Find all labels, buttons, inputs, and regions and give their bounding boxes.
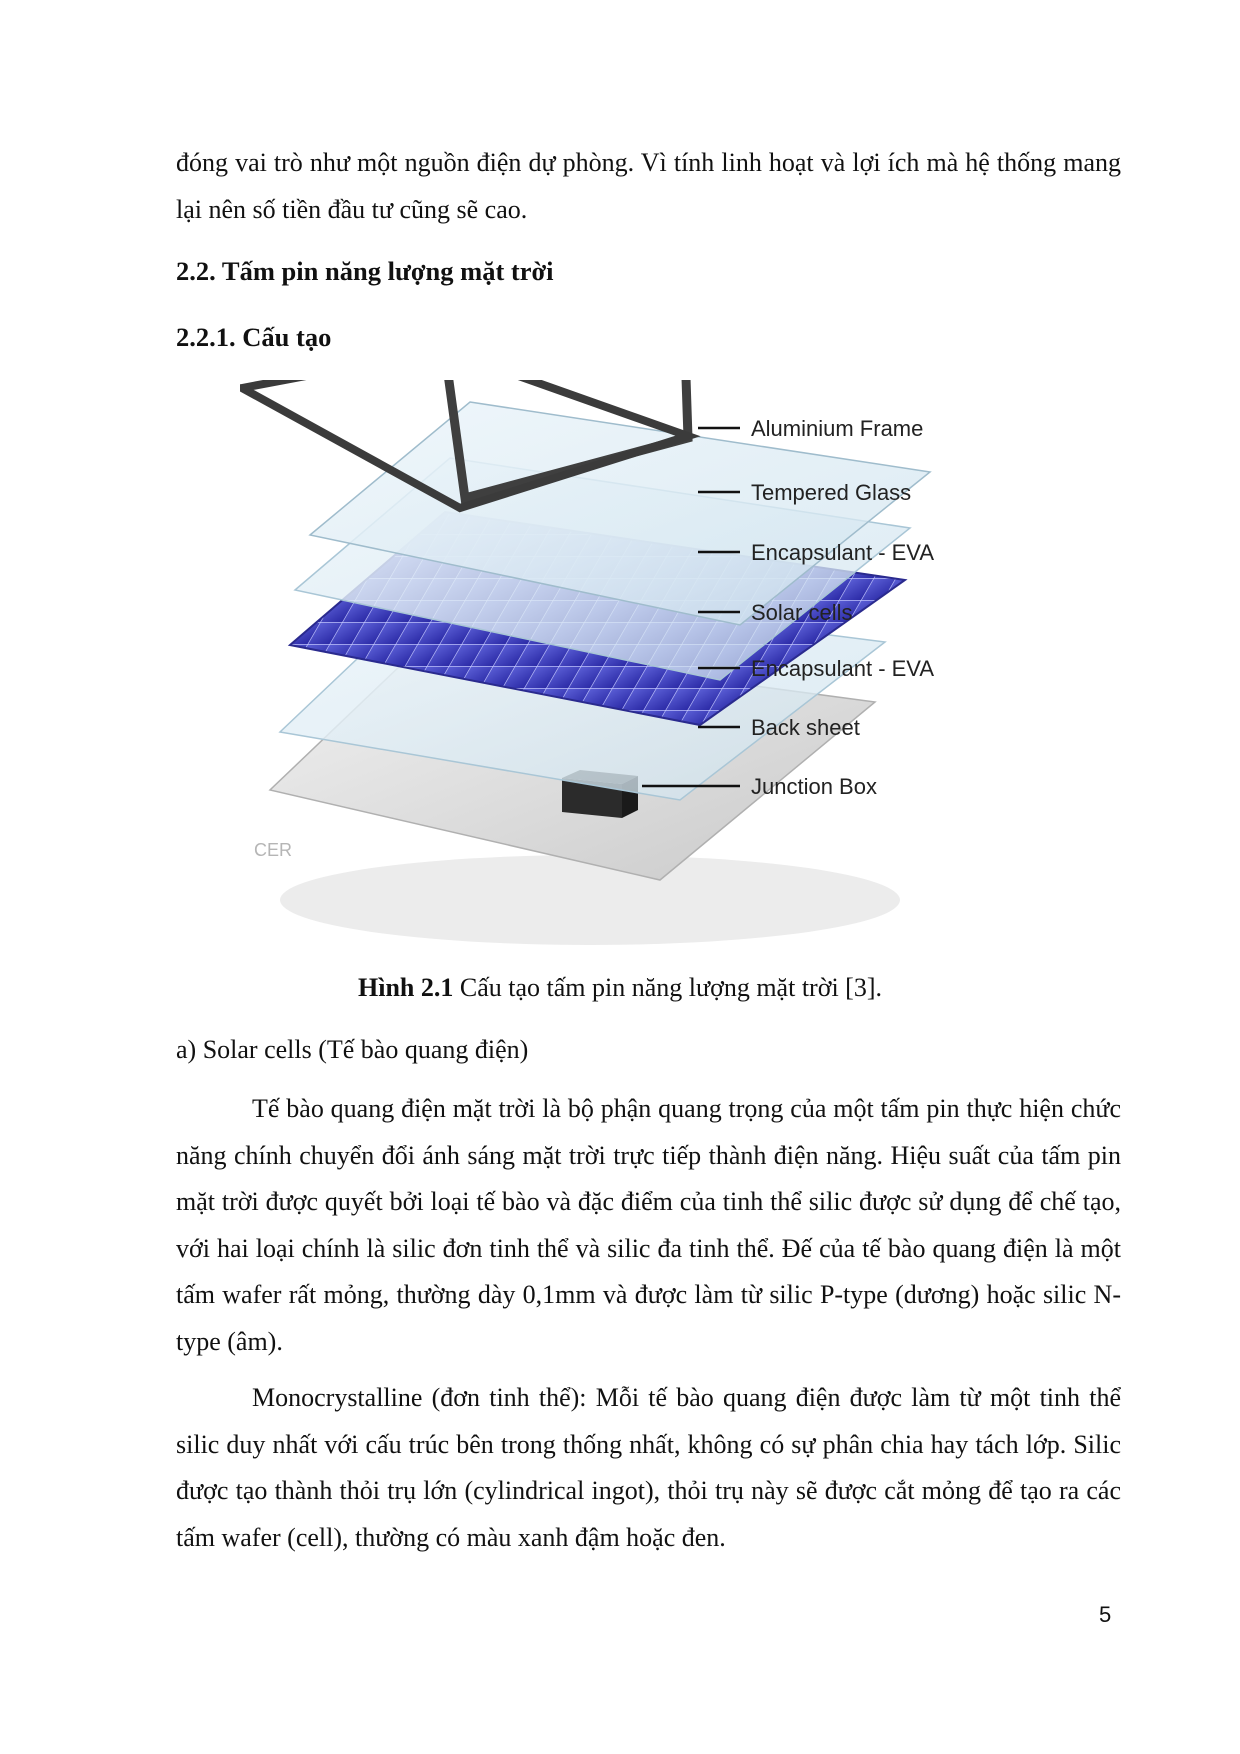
page-number: 5 <box>1099 1602 1112 1627</box>
figure-caption <box>0 973 1240 1003</box>
subsection-heading: 2.2.1. Cấu tạo <box>176 322 332 352</box>
solar-cells-paragraph: Tế bào quang điện mặt trời là bộ phận quang trọng của một tấm pin thực hiện chức năng chính chuyển đổi ánh sáng mặt trời trực tiếp thành điện năng. Hiệu suất của tấm pin mặt trời được quyết bởi loại tế bào và đặc điểm của tinh thể silic được sử dụng để chế tạo, với hai loại chính là silic đơn tinh thể và silic đa tinh thể. Đế của tế bào quang điện là một tấm wafer rất mỏng, thường dày 0,1mm và được làm từ silic P-type (dương) hoặc silic N-type (âm). <box>176 1094 1121 1356</box>
figure-caption-text: Cấu tạo tấm pin năng lượng mặt trời [3]. <box>453 973 882 1002</box>
image-credit: CER <box>254 840 293 860</box>
label-encapsulant-eva-upper: Encapsulant - EVA <box>751 540 935 565</box>
solar-panel-layers-figure <box>240 380 1060 960</box>
label-back-sheet: Back sheet <box>751 715 860 740</box>
exploded-panel-diagram <box>240 380 1060 960</box>
monocrystalline-paragraph: Monocrystalline (đơn tinh thể): Mỗi tế bào quang điện được làm từ một tinh thể silic duy nhất với cấu trúc bên trong thống nhất, không có sự phân chia hay tách lớp. Silic được tạo thành thỏi trụ lớn (cylindrical ingot), thỏi trụ này sẽ được cắt mỏng để tạo ra các tấm wafer (cell), thường có màu xanh đậm hoặc đen. <box>176 1383 1121 1552</box>
label-encapsulant-eva-lower: Encapsulant - EVA <box>751 656 935 681</box>
intro-paragraph: đóng vai trò như một nguồn điện dự phòng. Vì tính linh hoạt và lợi ích mà hệ thống mang lại nên số tiền đầu tư cũng sẽ cao. <box>176 148 1121 224</box>
floor-shadow <box>280 855 900 945</box>
figure-caption-number: Hình 2.1 <box>358 973 454 1002</box>
label-tempered-glass: Tempered Glass <box>751 480 912 505</box>
section-heading: 2.2. Tấm pin năng lượng mặt trời <box>176 256 554 286</box>
item-a-label: a) Solar cells (Tế bào quang điện) <box>176 1035 529 1064</box>
label-junction-box: Junction Box <box>751 774 877 799</box>
label-solar-cells: Solar cells <box>751 600 853 625</box>
label-aluminium-frame: Aluminium Frame <box>751 416 924 441</box>
